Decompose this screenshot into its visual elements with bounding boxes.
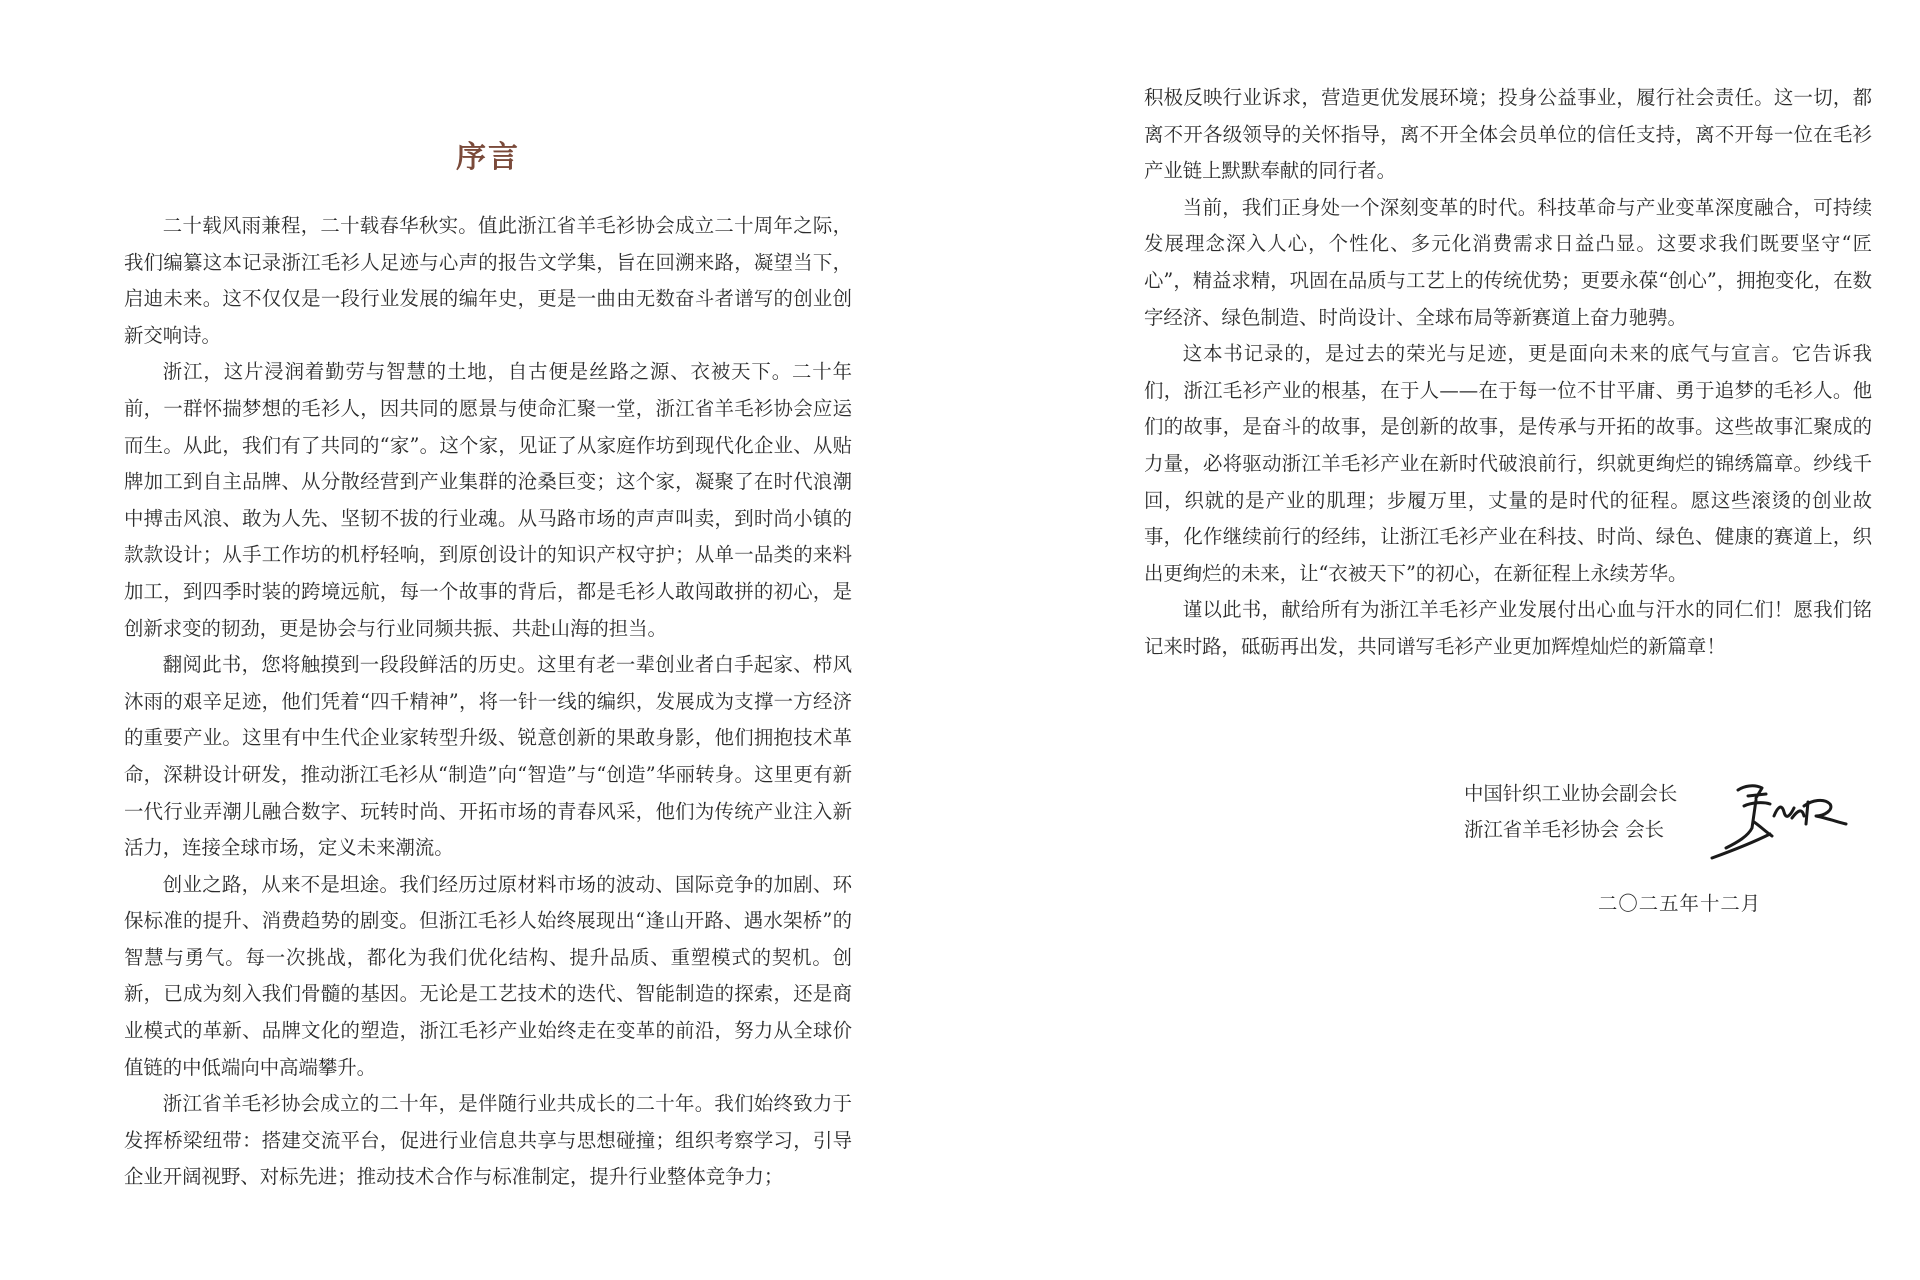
paragraph: 二十载风雨兼程，二十载春华秋实。值此浙江省羊毛衫协会成立二十周年之际，我们编纂这本记录浙江毛衫人足迹与心声的报告文学集，旨在回溯来路，凝望当下，启迪未来。这不仅仅是一段行业发展的编年史，更是一曲由无数奋斗者谱写的创业创新交响诗。	[124, 214, 852, 347]
paragraph: 这本书记录的，是过去的荣光与足迹，更是面向未来的底气与宣言。它告诉我们，浙江毛衫产业的根基，在于人——在于每一位不甘平庸、勇于追梦的毛衫人。他们的故事，是奋斗的故事，是创新的故事，是传承与开拓的故事。这些故事汇聚成的力量，必将驱动浙江羊毛衫产业在新时代破浪前行，织就更绚烂的锦绣篇章。纱线千回，织就的是产业的肌理；步履万里，丈量的是时代的征程。愿这些滚烫的创业故事，化作继续前行的经纬，让浙江毛衫产业在科技、时尚、绿色、健康的赛道上，织出更绚烂的未来，让“衣被天下”的初心，在新征程上永续芳华。	[1144, 342, 1872, 585]
paragraph: 当前，我们正身处一个深刻变革的时代。科技革命与产业变革深度融合，可持续发展理念深入人心，个性化、多元化消费需求日益凸显。这要求我们既要坚守“匠心”，精益求精，巩固在品质与工艺上的传统优势；更要永葆“创心”，拥抱变化，在数字经济、绿色制造、时尚设计、全球布局等新赛道上奋力驰骋。	[1144, 195, 1872, 329]
handwritten-signature-icon	[1704, 776, 1854, 866]
paragraph: 浙江，这片浸润着勤劳与智慧的土地，自古便是丝路之源、衣被天下。二十年前，一群怀揣梦想的毛衫人，因共同的愿景与使命汇聚一堂，浙江省羊毛衫协会应运而生。从此，我们有了共同的“家”。这个家，见证了从家庭作坊到现代化企业、从贴牌加工到自主品牌、从分散经营到产业集群的沧桑巨变；这个家，凝聚了在时代浪潮中搏击风浪、敢为人先、坚韧不拔的行业魂。从马路市场的声声叫卖，到时尚小镇的款款设计；从手工作坊的机杼轻响，到原创设计的知识产权守护；从单一品类的来料加工，到四季时装的跨境远航，每一个故事的背后，都是毛衫人敢闯敢拼的初心，是创新求变的韧劲，更是协会与行业同频共振、共赴山海的担当。	[124, 360, 852, 640]
paragraph: 浙江省羊毛衫协会成立的二十年，是伴随行业共成长的二十年。我们始终致力于发挥桥梁纽带：搭建交流平台，促进行业信息共享与思想碰撞；组织考察学习，引导企业开阔视野、对标先进；推动技术合作与标准制定，提升行业整体竞争力；	[124, 1092, 852, 1189]
paragraph: 创业之路，从来不是坦途。我们经历过原材料市场的波动、国际竞争的加剧、环保标准的提升、消费趋势的剧变。但浙江毛衫人始终展现出“逢山开路、遇水架桥”的智慧与勇气。每一次挑战，都化为我们优化结构、提升品质、重塑模式的契机。创新，已成为刻入我们骨髓的基因。无论是工艺技术的迭代、智能制造的探索，还是商业模式的革新、品牌文化的塑造，浙江毛衫产业始终走在变革的前沿，努力从全球价值链的中低端向中高端攀升。	[124, 872, 852, 1079]
paragraph: 谨以此书，献给所有为浙江羊毛衫产业发展付出心血与汗水的同仁们！愿我们铭记来时路，砥砺再出发，共同谱写毛衫产业更加辉煌灿烂的新篇章！	[1144, 598, 1872, 658]
right-page	[960, 0, 1920, 1280]
preface-body-left	[124, 208, 852, 1196]
paragraph-continuation: 积极反映行业诉求，营造更优发展环境；投身公益事业，履行社会责任。这一切，都离不开各级领导的关怀指导，离不开全体会员单位的信任支持，离不开每一位在毛衫产业链上默默奉献的同行者。	[1144, 86, 1872, 183]
page-title: 序言	[456, 140, 520, 175]
date-line: 二〇二五年十二月	[1598, 892, 1762, 915]
signer-title-line-2: 浙江省羊毛衫协会 会长	[1464, 818, 1665, 841]
preface-body-right	[1144, 80, 1872, 666]
paragraph: 翻阅此书，您将触摸到一段段鲜活的历史。这里有老一辈创业者白手起家、栉风沐雨的艰辛足迹，他们凭着“四千精神”，将一针一线的编织，发展成为支撑一方经济的重要产业。这里有中生代企业家转型升级、锐意创新的果敢身影，他们拥抱技术革命，深耕设计研发，推动浙江毛衫从“制造”向“智造”与“创造”华丽转身。这里更有新一代行业弄潮儿融合数字、玩转时尚、开拓市场的青春风采，他们为传统产业注入新活力，连接全球市场，定义未来潮流。	[124, 653, 852, 860]
signer-title-line-1: 中国针织工业协会副会长	[1464, 782, 1678, 805]
